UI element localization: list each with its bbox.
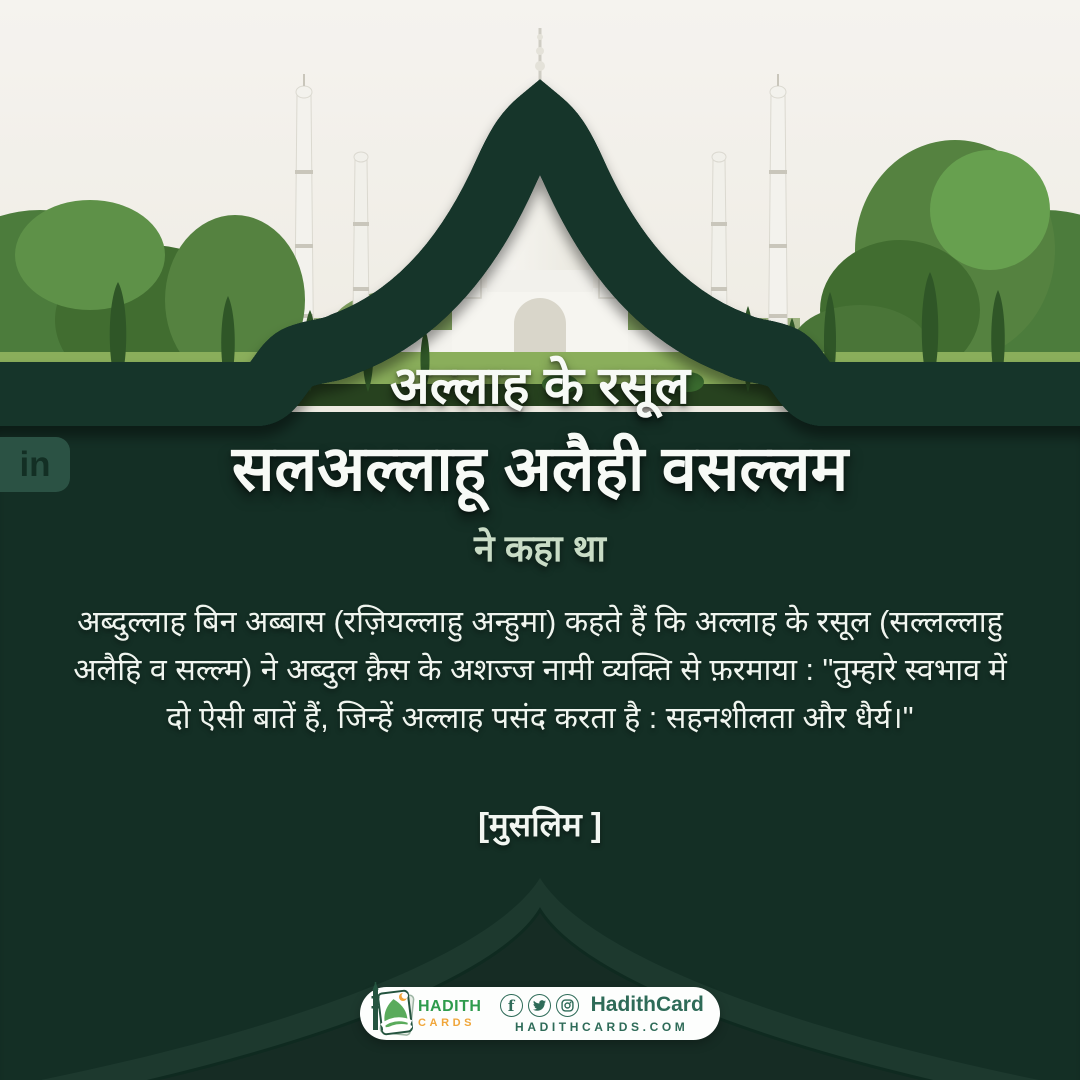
hero-line-1: अल्लाह के रसूल xyxy=(389,357,691,415)
hadithcards-logo-text xyxy=(418,999,481,1029)
linkedin-watermark-label: in xyxy=(19,444,51,484)
social-row xyxy=(500,993,704,1017)
footer-brand-pill xyxy=(360,987,720,1040)
logo-word-cards: CARDS xyxy=(418,1016,476,1029)
hadith-body-text: अब्दुल्लाह बिन अब्बास (रज़ियल्लाहु अन्हुमा) कहते हैं कि अल्लाह के रसूल (सल्लल्लाहु अलैहि व सल्ल्म) ने अब्दुल क़ैस के अशज्ज नामी व्यक्ति से फ़रमाया : "तुम्हारे स्वभाव में दो ऐसी बातें हैं, जिन्हें अल्लाह पसंद करता है : सहनशीलता और धैर्य।" xyxy=(73,605,1007,735)
bottom-arch-motif xyxy=(0,878,1080,1080)
footer-social-block xyxy=(495,993,708,1034)
facebook-icon: f xyxy=(500,994,523,1017)
instagram-icon xyxy=(556,994,579,1017)
logo-word-hadith: HADITH xyxy=(418,997,482,1015)
hadith-source: [मुसलिम ] xyxy=(478,806,602,843)
twitter-icon xyxy=(528,994,551,1017)
hero-line-2: सलअल्लाहू अलैही वसल्लम xyxy=(231,434,849,504)
footer-website: HADITHCARDS.COM xyxy=(515,1020,689,1034)
hero-line-3: ने कहा था xyxy=(474,528,606,569)
hadithcards-logo-icon xyxy=(370,982,416,1038)
footer-brand-name: HadithCard xyxy=(590,993,704,1016)
